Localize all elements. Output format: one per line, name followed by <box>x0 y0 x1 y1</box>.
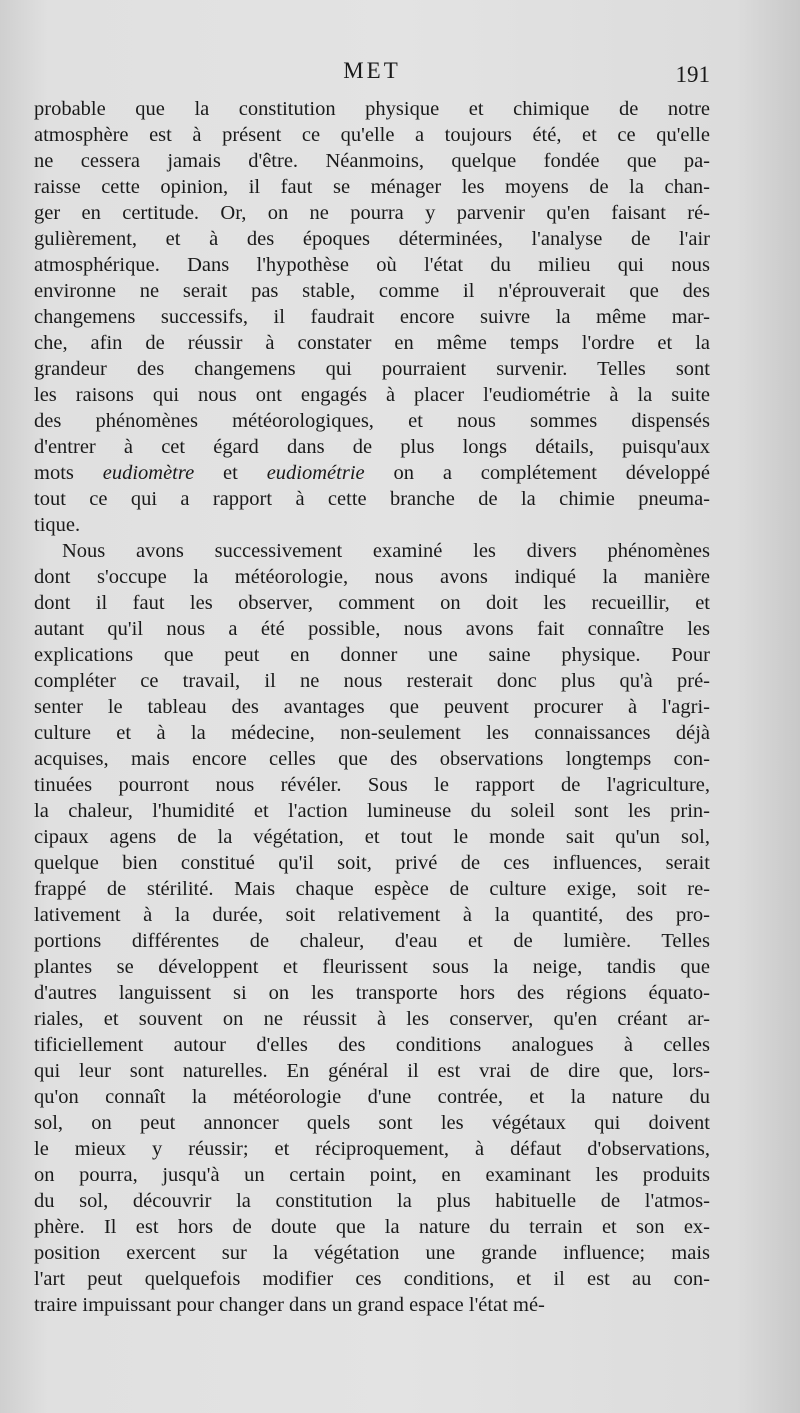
text-line: gulièrement, et à des époques déterminées, l'analyse de l'air <box>34 228 710 250</box>
text-line: tout ce qui a rapport à cette branche de la chimie pneuma- <box>34 488 710 510</box>
text-line: cipaux agens de la végétation, et tout le monde sait qu'un sol, <box>34 826 710 848</box>
text-line: qu'on connaît la météorologie d'une contrée, et la nature du <box>34 1086 710 1108</box>
text-line: tificiellement autour d'elles des conditions analogues à celles <box>34 1034 710 1056</box>
text-line: d'entrer à cet égard dans de plus longs détails, puisqu'aux <box>34 436 710 458</box>
text-line: changemens successifs, il faudrait encore suivre la même mar- <box>34 306 710 328</box>
text-line: les raisons qui nous ont engagés à placer l'eudiométrie à la suite <box>34 384 710 406</box>
text-line: autant qu'il nous a été possible, nous avons fait connaître les <box>34 618 710 640</box>
text-line: phère. Il est hors de doute que la nature du terrain et son ex- <box>34 1216 710 1238</box>
page-number: 191 <box>675 62 710 87</box>
text-line: Nous avons successivement examiné les divers phénomènes <box>62 540 710 562</box>
body-text <box>34 96 710 1318</box>
text-line: d'autres languissent si on les transporte hors des régions équato- <box>34 982 710 1004</box>
text-line: tinuées pourront nous révéler. Sous le rapport de l'agriculture, <box>34 774 710 796</box>
text-line: tique. <box>34 514 81 536</box>
text-line: compléter ce travail, il ne nous resterait donc plus qu'à pré- <box>34 670 710 692</box>
text-line: ger en certitude. Or, on ne pourra y parvenir qu'en faisant ré- <box>34 202 710 224</box>
text-line: grandeur des changemens qui pourraient survenir. Telles sont <box>34 358 710 380</box>
text-line: traire impuissant pour changer dans un grand espace l'état mé- <box>34 1294 545 1316</box>
text-line: atmosphérique. Dans l'hypothèse où l'état du milieu qui nous <box>34 254 710 276</box>
text-line: dont il faut les observer, comment on doit les recueillir, et <box>34 592 710 614</box>
text-line: ne cessera jamais d'être. Néanmoins, quelque fondée que pa- <box>34 150 710 172</box>
text-line: qui leur sont naturelles. En général il est vrai de dire que, lors- <box>34 1060 710 1082</box>
text-line: l'art peut quelquefois modifier ces conditions, et il est au con- <box>34 1268 710 1290</box>
paragraph <box>34 538 710 1318</box>
text-line: environne ne serait pas stable, comme il n'éprouverait que des <box>34 280 710 302</box>
text-line: probable que la constitution physique et chimique de notre <box>34 98 710 120</box>
text-line: sol, on peut annoncer quels sont les végétaux qui doivent <box>34 1112 710 1134</box>
text-line: che, afin de réussir à constater en même temps l'ordre et la <box>34 332 710 354</box>
text-line: du sol, découvrir la constitution la plus habituelle de l'atmos- <box>34 1190 710 1212</box>
text-line: des phénomènes météorologiques, et nous sommes dispensés <box>34 410 710 432</box>
text-line: atmosphère est à présent ce qu'elle a toujours été, et ce qu'elle <box>34 124 710 146</box>
text-line: le mieux y réussir; et réciproquement, à défaut d'observations, <box>34 1138 710 1160</box>
text-line: explications que peut en donner une saine physique. Pour <box>34 644 710 666</box>
text-line: senter le tableau des avantages que peuvent procurer à l'agri- <box>34 696 710 718</box>
text-line: riales, et souvent on ne réussit à les conserver, qu'en créant ar- <box>34 1008 710 1030</box>
text-line: la chaleur, l'humidité et l'action lumineuse du soleil sont les prin- <box>34 800 710 822</box>
paragraph <box>34 96 710 538</box>
running-head: MET <box>343 58 401 83</box>
text-line: mots eudiomètre et eudiométrie on a complétement développé <box>34 462 710 484</box>
text-line: lativement à la durée, soit relativement à la quantité, des pro- <box>34 904 710 926</box>
text-line: culture et à la médecine, non-seulement les connaissances déjà <box>34 722 710 744</box>
text-line: on pourra, jusqu'à un certain point, en examinant les produits <box>34 1164 710 1186</box>
page-header <box>34 58 710 92</box>
text-line: quelque bien constitué qu'il soit, privé de ces influences, serait <box>34 852 710 874</box>
text-line: position exercent sur la végétation une grande influence; mais <box>34 1242 710 1264</box>
text-line: frappé de stérilité. Mais chaque espèce de culture exige, soit re- <box>34 878 710 900</box>
text-line: dont s'occupe la météorologie, nous avons indiqué la manière <box>34 566 710 588</box>
text-line: plantes se développent et fleurissent sous la neige, tandis que <box>34 956 710 978</box>
text-line: acquises, mais encore celles que des observations longtemps con- <box>34 748 710 770</box>
text-line: portions différentes de chaleur, d'eau et de lumière. Telles <box>34 930 710 952</box>
text-line: raisse cette opinion, il faut se ménager les moyens de la chan- <box>34 176 710 198</box>
